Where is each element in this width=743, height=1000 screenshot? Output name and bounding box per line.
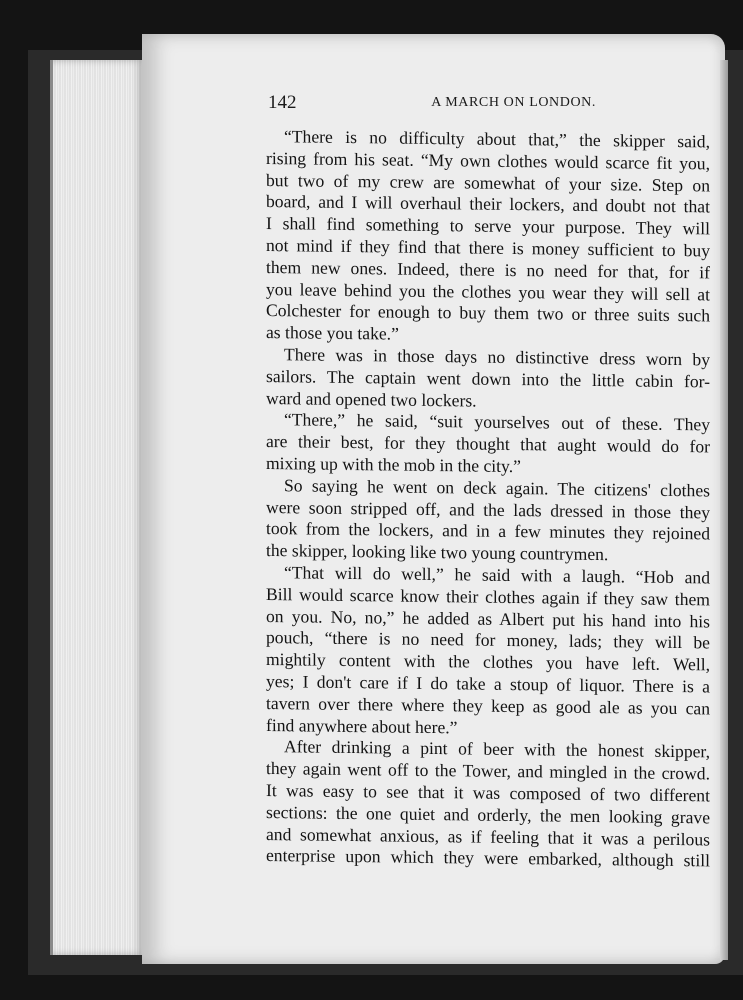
- text-line: After drinking a pint of beer with the honest skipper,: [284, 736, 710, 762]
- text-line: pouch, “there is no need for money, lads; they will be: [266, 627, 710, 653]
- text-line: find anywhere about here.”: [266, 714, 458, 737]
- text-line: “That will do well,” he said with a laugh. “Hob and: [284, 562, 710, 588]
- text-line: tavern over there where they keep as good ale as you can: [266, 692, 710, 719]
- text-line: “There is no difficulty about that,” the skipper said,: [284, 126, 710, 152]
- text-line: were soon stripped off, and the lads dressed in those they: [266, 496, 710, 522]
- text-line: There was in those days no distinctive dress worn by: [284, 344, 710, 370]
- text-line: enterprise upon which they were embarked, although still: [266, 845, 710, 871]
- text-line: the skipper, looking like two young countrymen.: [266, 540, 609, 565]
- text-line: they again went off to the Tower, and mingled in the crowd.: [266, 758, 710, 784]
- text-line: rising from his seat. “My own clothes would scarce fit you,: [266, 147, 710, 174]
- text-line: Colchester for enough to buy them two or three suits such: [266, 300, 710, 326]
- text-line: So saying he went on deck again. The citizens' clothes: [284, 474, 710, 501]
- page-number: 142: [268, 92, 297, 113]
- text-line: I shall find something to serve your purpose. They will: [266, 213, 710, 239]
- text-line: you leave behind you the clothes you wear they will sell at: [266, 278, 710, 305]
- page-stack: [50, 60, 145, 955]
- text-line: sailors. The captain went down into the little cabin for-: [266, 365, 710, 392]
- body-text: [266, 126, 710, 873]
- running-head: A MARCH ON LONDON.: [431, 95, 596, 110]
- text-line: sections: the one quiet and orderly, the men looking grave: [266, 801, 710, 828]
- text-line: ward and opened two lockers.: [266, 387, 477, 411]
- text-line: mixing up with the mob in the city.”: [266, 452, 521, 477]
- text-line: “There,” he said, “suit yourselves out of these. They: [284, 409, 710, 435]
- text-line: as those you take.”: [266, 322, 399, 344]
- text-line: It was easy to see that it was composed of two different: [266, 779, 710, 806]
- text-line: on you. No, no,” he added as Albert put his hand into his: [266, 605, 710, 631]
- text-line: and somewhat anxious, as if feeling that it was a perilous: [266, 823, 710, 849]
- text-line: them new ones. Indeed, there is no need for that, for if: [266, 256, 710, 283]
- page-edge: [720, 60, 728, 960]
- page-header: [268, 92, 704, 114]
- text-line: mightily content with the clothes you have left. Well,: [266, 649, 710, 675]
- text-line: board, and I will overhaul their lockers, and doubt not that: [266, 191, 710, 217]
- text-line: yes; I don't care if I do take a stoup of liquor. There is a: [266, 670, 710, 697]
- text-line: but two of my crew are somewhat of your size. Step on: [266, 169, 710, 196]
- text-line: Bill would scarce know their clothes again if they saw them: [266, 583, 710, 610]
- text-line: took from the lockers, and in a few minutes they rejoined: [266, 518, 710, 544]
- text-line: are their best, for they thought that aught would do for: [266, 431, 710, 457]
- text-line: not mind if they find that there is money sufficient to buy: [266, 234, 710, 261]
